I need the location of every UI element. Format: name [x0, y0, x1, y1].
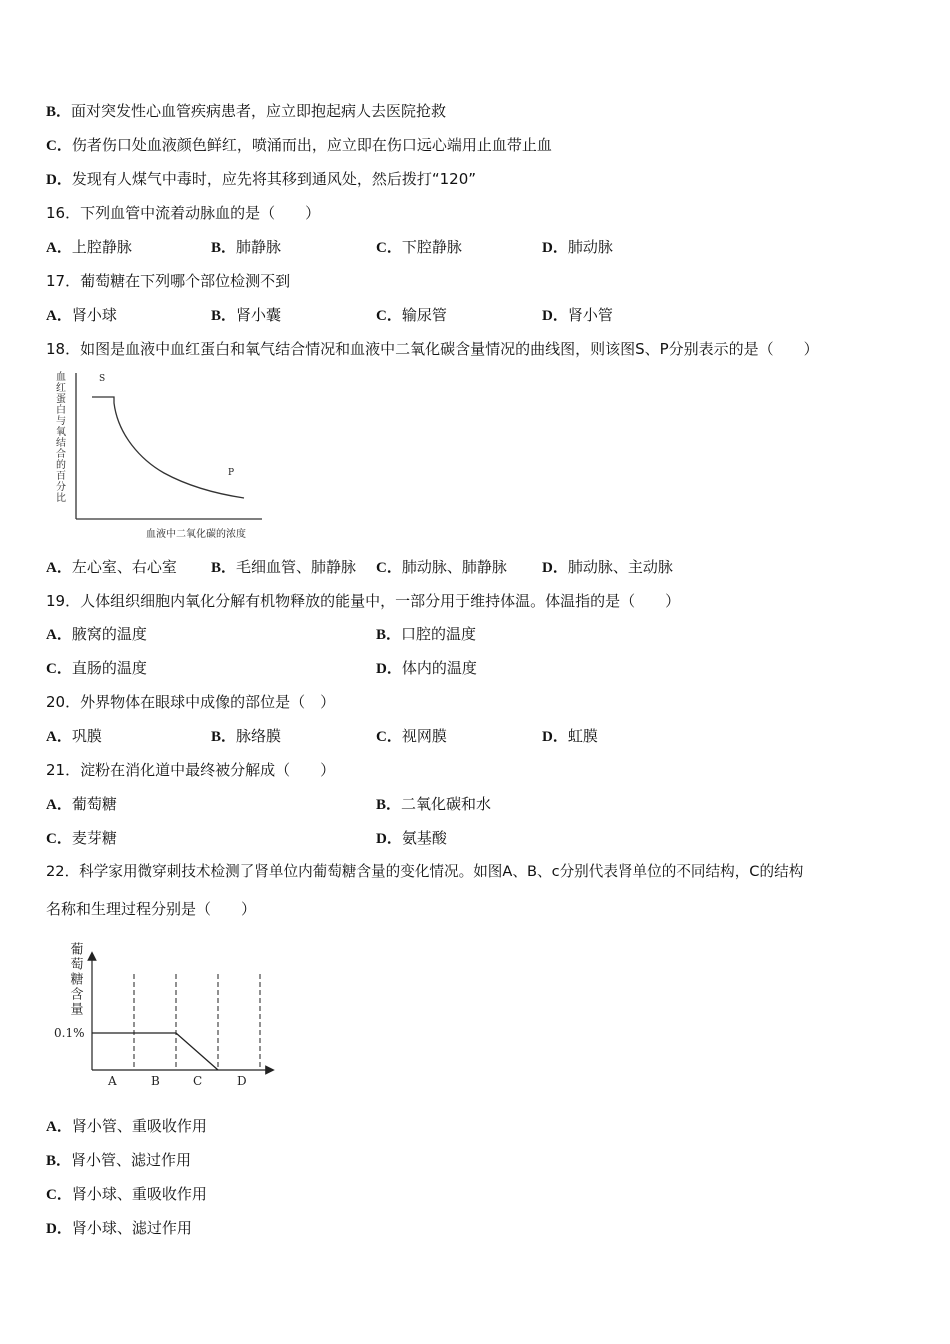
q22-xtick-a: A [108, 1074, 117, 1088]
q21-option-b[interactable]: B．二氧化碳和水 [376, 795, 492, 813]
q21-option-a[interactable]: A．葡萄糖 [46, 795, 117, 813]
q20-option-d[interactable]: D．虹膜 [542, 727, 598, 745]
q18-stem: 18．如图是血液中血红蛋白和氧气结合情况和血液中二氧化碳含量情况的曲线图，则该图S、P分别表示的是（ ） [46, 340, 819, 358]
q18-ylabel: 血红蛋白与氧结合的百分比 [53, 371, 65, 503]
q16-option-b[interactable]: B．肺静脉 [211, 238, 282, 256]
q18-xlabel: 血液中二氧化碳的浓度 [146, 529, 246, 540]
prev-option-c: C．伤者伤口处血液颜色鲜红，喷涌而出，应立即在伤口远心端用止血带止血 [46, 136, 552, 154]
q18-curve [92, 397, 244, 498]
q22-ytick: 0.1% [54, 1026, 85, 1040]
q18-option-a[interactable]: A．左心室、右心室 [46, 558, 177, 576]
q19-option-a[interactable]: A．腋窝的温度 [46, 625, 147, 643]
q20-stem: 20．外界物体在眼球中成像的部位是（ ） [46, 693, 336, 711]
q20-option-c[interactable]: C．视网膜 [376, 727, 447, 745]
q20-option-a[interactable]: A．巩膜 [46, 727, 102, 745]
q16-option-c[interactable]: C．下腔静脉 [376, 238, 462, 256]
q22-figure [46, 938, 286, 1094]
q22-xtick-d: D [237, 1074, 247, 1088]
q17-option-d[interactable]: D．肾小管 [542, 306, 613, 324]
q18-point-p: P [228, 468, 235, 478]
q22-xtick-b: B [151, 1074, 160, 1088]
q17-option-c[interactable]: C．输尿管 [376, 306, 447, 324]
q22-stem-line2: 名称和生理过程分别是（ ） [46, 900, 257, 918]
q19-option-c[interactable]: C．直肠的温度 [46, 659, 147, 677]
q17-option-a[interactable]: A．肾小球 [46, 306, 117, 324]
q22-option-c[interactable]: C．肾小球、重吸收作用 [46, 1185, 207, 1203]
q22-option-b[interactable]: B．肾小管、滤过作用 [46, 1151, 192, 1169]
q22-ylabel: 葡萄糖含量 [67, 942, 83, 1017]
q22-xtick-c: C [193, 1074, 203, 1088]
q21-option-c[interactable]: C．麦芽糖 [46, 829, 117, 847]
q22-curve [92, 1033, 218, 1070]
q16-option-a[interactable]: A．上腔静脉 [46, 238, 132, 256]
q16-stem: 16．下列血管中流着动脉血的是（ ） [46, 204, 321, 222]
q22-option-a[interactable]: A．肾小管、重吸收作用 [46, 1117, 207, 1135]
q22-option-d[interactable]: D．肾小球、滤过作用 [46, 1219, 192, 1237]
q19-stem: 19．人体组织细胞内氧化分解有机物释放的能量中，一部分用于维持体温。体温指的是（ ） [46, 592, 681, 610]
q20-option-b[interactable]: B．脉络膜 [211, 727, 282, 745]
q18-option-b[interactable]: B．毛细血管、肺静脉 [211, 558, 357, 576]
q19-option-b[interactable]: B．口腔的温度 [376, 625, 477, 643]
q18-figure [46, 365, 276, 545]
q17-stem: 17．葡萄糖在下列哪个部位检测不到 [46, 272, 291, 290]
q18-option-d[interactable]: D．肺动脉、主动脉 [542, 558, 673, 576]
q17-option-b[interactable]: B．肾小囊 [211, 306, 282, 324]
q21-option-d[interactable]: D．氨基酸 [376, 829, 447, 847]
prev-option-b: B．面对突发性心血管疾病患者，应立即抱起病人去医院抢救 [46, 102, 447, 120]
q21-stem: 21．淀粉在消化道中最终被分解成（ ） [46, 761, 336, 779]
q18-option-c[interactable]: C．肺动脉、肺静脉 [376, 558, 507, 576]
q22-stem-line1: 22．科学家用微穿刺技术检测了肾单位内葡萄糖含量的变化情况。如图A、B、c分别代表肾单位的不同结构，C的结构 [46, 863, 804, 880]
prev-option-d: D．发现有人煤气中毒时，应先将其移到通风处，然后拨打“120” [46, 170, 477, 188]
q16-option-d[interactable]: D．肺动脉 [542, 238, 613, 256]
q18-point-s: S [99, 374, 106, 384]
q19-option-d[interactable]: D．体内的温度 [376, 659, 477, 677]
